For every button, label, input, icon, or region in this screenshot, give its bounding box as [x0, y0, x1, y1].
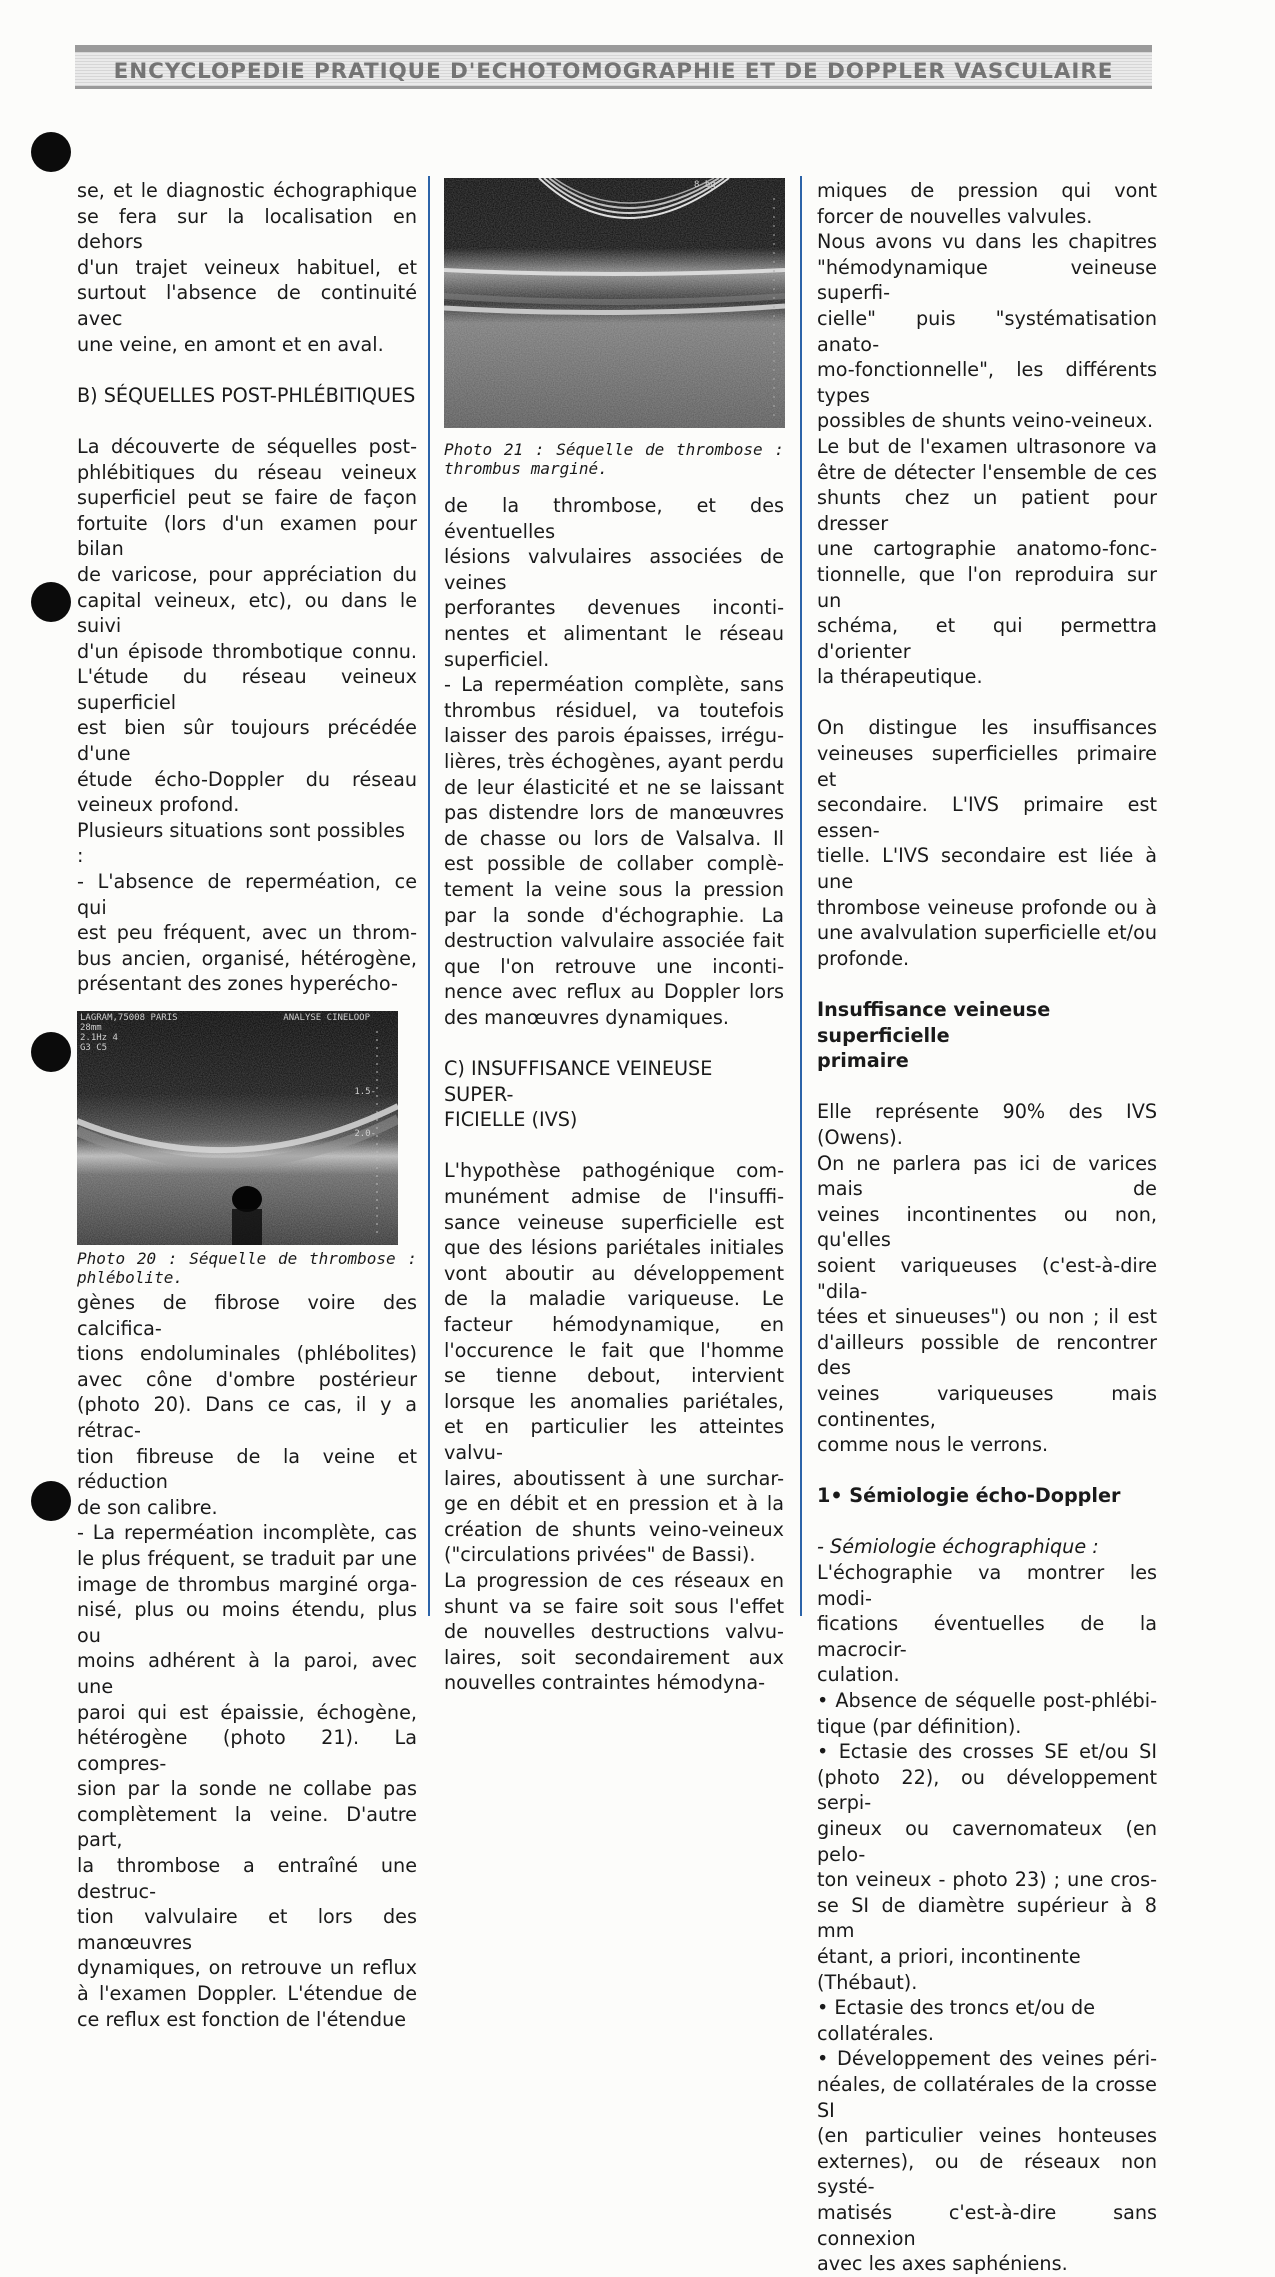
italic-subheading: - Sémiologie échographique :: [817, 1535, 1099, 1559]
text-line: sance veineuse superficielle est: [444, 1210, 784, 1234]
text-line: destruction valvulaire associée fait: [444, 929, 784, 953]
text-line: être de détecter l'ensemble de ces: [817, 460, 1157, 484]
subsection-heading: [817, 997, 1157, 1074]
text-line: étant, a priori, incontinente (Thébaut).: [817, 1944, 1081, 1994]
text-line: lières, très échogènes, ayant perdu: [444, 749, 784, 773]
text-line: une veine, en amont et en aval.: [77, 332, 384, 356]
text-line: laires, soit secondairement aux: [444, 1645, 784, 1669]
text-line: fortuite (lors d'un examen pour bilan: [77, 511, 417, 561]
text-line: est peu fréquent, avec un throm-: [77, 921, 417, 945]
text-line: et en particulier les atteintes valvu-: [444, 1415, 784, 1464]
text-line: shunts chez un patient pour dresser: [817, 486, 1157, 535]
text-line: schéma, et qui permettra d'orienter: [817, 614, 1157, 663]
text-line: nentes et alimentant le réseau: [444, 621, 784, 645]
text-line: laisser des parois épaisses, irrégu-: [444, 724, 784, 748]
text-line: - L'absence de reperméation, ce qui: [77, 870, 417, 919]
text-line: tement la veine sous la pression: [444, 877, 784, 901]
text-line: miques de pression qui vont: [817, 179, 1157, 202]
text-line: On distingue les insuffisances: [817, 716, 1157, 740]
text-line: de chasse ou lors de Valsalva. Il: [444, 826, 784, 850]
text-line: de varicose, pour appréciation du: [77, 562, 417, 586]
text-line: tion fibreuse de la veine et réduction: [77, 1444, 417, 1494]
text-line: la thrombose a entraîné une destruc-: [77, 1854, 417, 1903]
paragraph: [817, 1560, 1157, 1688]
text-line: paroi qui est épaissie, échogène,: [77, 1700, 417, 1724]
text-line: ge en débit et en pression et à la: [444, 1492, 784, 1516]
text-line: moins adhérent à la paroi, avec une: [77, 1649, 417, 1698]
text-line: se, et le diagnostic échographique: [77, 179, 417, 202]
paragraph: [817, 715, 1157, 971]
text-line: cielle" puis "systématisation anato-: [817, 306, 1157, 356]
text-line: phlébitiques du réseau veineux: [77, 460, 417, 484]
text-line: dynamiques, on retrouve un reflux: [77, 1956, 417, 1980]
text-line: néales, de collatérales de la crosse SI: [817, 2072, 1157, 2122]
section-heading-b: B) SÉQUELLES POST-PHLÉBITIQUES: [77, 383, 416, 407]
hud-right-info: ANALYSE CINELOOP: [283, 1013, 370, 1023]
text-line: possibles de shunts veino-veineux.: [817, 409, 1154, 433]
photo-20-ultrasound: [77, 1011, 398, 1245]
text-line: • Développement des veines péri-: [817, 2047, 1157, 2071]
text-line: Nous avons vu dans les chapitres: [817, 230, 1157, 254]
paragraph: [817, 1688, 1157, 1739]
text-line: FICIELLE (IVS): [444, 1108, 578, 1132]
text-line: "hémodynamique veineuse superfi-: [817, 255, 1157, 305]
text-line: surtout l'absence de continuité avec: [77, 281, 417, 330]
text-line: (en particulier veines honteuses: [817, 2124, 1157, 2148]
text-line: • Ectasie des crosses SE et/ou SI: [817, 1740, 1157, 1764]
text-line: de nouvelles destructions valvu-: [444, 1620, 784, 1644]
text-line: (photo 20). Dans ce cas, il y a rétrac-: [77, 1393, 417, 1442]
ultrasound-image: [444, 178, 785, 428]
text-line: la thérapeutique.: [817, 665, 983, 689]
text-line: complètement la veine. D'autre part,: [77, 1802, 417, 1852]
text-line: Le but de l'examen ultrasonore va: [817, 434, 1157, 458]
hud-left-info: LAGRAM,75008 PARIS 28mm 2.1Hz 4 G3 C5: [80, 1013, 178, 1053]
paragraph: [444, 672, 784, 1030]
text-line: des manœuvres dynamiques.: [444, 1005, 729, 1029]
text-line: par la sonde d'échographie. La: [444, 903, 784, 927]
text-line: profonde.: [817, 946, 910, 970]
text-line: culation.: [817, 1663, 900, 1687]
text-line: lorsque les anomalies pariétales,: [444, 1389, 784, 1413]
paragraph: [817, 1995, 1157, 2046]
paragraph: [77, 869, 417, 997]
binder-hole: [31, 1032, 71, 1072]
text-line: On ne parlera pas ici de varices mais de: [817, 1151, 1157, 1201]
text-line: thrombose veineuse profonde ou à: [817, 895, 1157, 919]
text-line: externes), ou de réseaux non systé-: [817, 2149, 1157, 2199]
text-line: (photo 22), ou développement serpi-: [817, 1765, 1157, 1815]
column-right: [817, 178, 1157, 2277]
paragraph: [77, 178, 417, 357]
text-line: ce reflux est fonction de l'étendue: [77, 2007, 407, 2031]
text-line: de la thrombose, et des éventuelles: [444, 494, 784, 543]
running-header: [75, 45, 1152, 89]
text-line: shunt va se faire soit sous l'effet: [444, 1594, 784, 1618]
text-line: d'ailleurs possible de rencontrer des: [817, 1330, 1157, 1380]
text-line: d'un trajet veineux habituel, et: [77, 255, 417, 279]
text-line: fications éventuelles de la macrocir-: [817, 1612, 1157, 1661]
photo-21-ultrasound: [444, 178, 785, 428]
text-line: sion par la sonde ne collabe pas: [77, 1777, 417, 1801]
depth-scale-label: 1.5-: [354, 1087, 376, 1097]
text-line: • Ectasie des troncs et/ou de collatérales.: [817, 1996, 1095, 2045]
text-line: tées et sinueuses") ou non ; il est: [817, 1305, 1157, 1329]
text-line: est bien sûr toujours précédée d'une: [77, 716, 417, 766]
text-line: étude écho-Doppler du réseau: [77, 767, 417, 791]
text-line: tielle. L'IVS secondaire est liée à une: [817, 844, 1157, 894]
caption-photo-21: Photo 21 : Séquelle de thrombose : thrombus marginé.: [444, 440, 784, 478]
text-line: L'hypothèse pathogénique com-: [444, 1159, 784, 1183]
text-line: La progression de ces réseaux en: [444, 1568, 784, 1592]
column-rule: [800, 176, 802, 1616]
text-line: que des lésions pariétales initiales: [444, 1236, 784, 1260]
text-line: veineuses superficielles primaire et: [817, 742, 1157, 791]
column-rule: [428, 176, 430, 1616]
text-line: hétérogène (photo 21). La compres-: [77, 1726, 417, 1775]
caption-photo-20: Photo 20 : Séquelle de thrombose : phlébolite.: [77, 1249, 417, 1287]
text-line: présentant des zones hyperécho-: [77, 972, 398, 996]
column-middle: [444, 178, 784, 1696]
text-line: mo-fonctionnelle", les différents types: [817, 358, 1157, 407]
text-line: tionnelle, que l'on reproduira sur un: [817, 562, 1157, 612]
paragraph: [444, 1568, 784, 1696]
paragraph: [77, 1520, 417, 2032]
paragraph: [817, 434, 1157, 690]
text-line: pas distendre lors de manœuvres: [444, 801, 784, 825]
paragraph: [817, 1099, 1157, 1457]
text-line: La découverte de séquelles post-: [77, 434, 417, 458]
text-line: facteur hémodynamique, en: [444, 1313, 784, 1336]
text-line: nouvelles contraintes hémodyna-: [444, 1671, 766, 1695]
text-line: perforantes devenues inconti-: [444, 596, 784, 620]
text-line: lésions valvulaires associées de veines: [444, 545, 784, 594]
text-line: nence avec reflux au Doppler lors: [444, 980, 784, 1004]
text-line: veines incontinentes ou non, qu'elles: [817, 1202, 1157, 1252]
text-line: L'échographie va montrer les modi-: [817, 1561, 1157, 1610]
paragraph: [77, 1290, 417, 1520]
text-line: primaire: [817, 1049, 909, 1073]
paragraph: [817, 178, 1157, 229]
header-title: ENCYCLOPEDIE PRATIQUE D'ECHOTOMOGRAPHIE ET DE DOPPLER VASCULAIRE: [113, 59, 1114, 84]
text-line: de leur élasticité et ne se laissant: [444, 775, 784, 799]
text-line: vont aboutir au développement: [444, 1261, 784, 1285]
text-line: tique (par définition).: [817, 1714, 1022, 1738]
text-line: capital veineux, etc), ou dans le suivi: [77, 588, 417, 638]
text-line: se tienne debout, intervient: [444, 1364, 784, 1388]
text-line: Insuffisance veineuse superficielle: [817, 998, 1051, 1047]
text-line: se fera sur la localisation en dehors: [77, 204, 417, 254]
text-line: est possible de collaber complè-: [444, 852, 784, 876]
binder-hole: [31, 582, 71, 622]
text-line: veines variqueuses mais continentes,: [817, 1381, 1157, 1431]
text-line: image de thrombus marginé orga-: [77, 1572, 417, 1596]
paragraph: [817, 2046, 1157, 2276]
text-line: Elle représente 90% des IVS (Owens).: [817, 1100, 1157, 1149]
text-line: C) INSUFFISANCE VEINEUSE SUPER-: [444, 1057, 713, 1106]
text-line: de son calibre.: [77, 1495, 218, 1519]
text-line: une cartographie anatomo-fonc-: [817, 537, 1157, 561]
text-line: l'occurence le fait que l'homme: [444, 1338, 784, 1362]
text-line: avec cône d'ombre postérieur: [77, 1367, 417, 1391]
text-line: matisés c'est-à-dire sans connexion: [817, 2200, 1157, 2250]
text-line: le plus fréquent, se traduit par une: [77, 1546, 417, 1570]
section-heading-c: [444, 1056, 784, 1133]
text-line: nisé, plus ou moins étendu, plus ou: [77, 1598, 417, 1647]
text-line: - La reperméation incomplète, cas: [77, 1521, 417, 1545]
text-line: - La reperméation complète, sans: [444, 673, 784, 697]
text-line: de la maladie variqueuse. Le: [444, 1287, 784, 1311]
text-line: ton veineux - photo 23) ; une cros-: [817, 1868, 1157, 1892]
text-line: • Absence de séquelle post-phlébi-: [817, 1689, 1157, 1713]
text-line: Plusieurs situations sont possibles :: [77, 818, 406, 868]
column-left: [77, 178, 417, 2032]
text-line: superficiel.: [444, 647, 550, 671]
text-line: superficiel peut se faire de façon: [77, 486, 417, 510]
text-line: avec les axes saphéniens.: [817, 2252, 1068, 2276]
text-line: que l'on retrouve une inconti-: [444, 954, 784, 978]
text-line: ("circulations privées" de Bassi).: [444, 1543, 756, 1567]
paragraph: [77, 434, 417, 818]
hud-corner-info: 8 bg: [694, 180, 716, 190]
text-line: se SI de diamètre supérieur à 8 mm: [817, 1893, 1157, 1943]
paragraph: [817, 229, 1157, 434]
text-line: veineux profond.: [77, 793, 240, 817]
binder-hole: [31, 132, 71, 172]
text-line: à l'examen Doppler. L'étendue de: [77, 1982, 417, 2006]
numbered-heading: 1• Sémiologie écho-Doppler: [817, 1484, 1121, 1508]
text-line: tions endoluminales (phlébolites): [77, 1342, 417, 1366]
text-line: tion valvulaire et lors des manœuvres: [77, 1905, 417, 1954]
depth-scale-label: 2.0-: [354, 1129, 376, 1139]
text-line: une avalvulation superficielle et/ou: [817, 921, 1157, 945]
text-line: thrombus résiduel, va toutefois: [444, 698, 784, 722]
paragraph: [77, 818, 417, 869]
text-line: d'un épisode thrombotique connu.: [77, 639, 417, 663]
text-line: gènes de fibrose voire des calcifica-: [77, 1291, 417, 1340]
text-line: L'étude du réseau veineux superficiel: [77, 665, 417, 714]
binder-hole: [31, 1481, 71, 1521]
text-line: munément admise de l'insuffi-: [444, 1185, 784, 1209]
text-line: gineux ou cavernomateux (en pelo-: [817, 1817, 1157, 1866]
text-line: forcer de nouvelles valvules.: [817, 204, 1093, 228]
paragraph: [444, 493, 784, 672]
text-line: bus ancien, organisé, hétérogène,: [77, 946, 417, 970]
text-line: création de shunts veino-veineux: [444, 1517, 784, 1541]
paragraph: [817, 1739, 1157, 1995]
text-line: comme nous le verrons.: [817, 1433, 1049, 1457]
text-line: soient variqueuses (c'est-à-dire "dila-: [817, 1253, 1157, 1303]
text-line: laires, aboutissent à une surchar-: [444, 1466, 784, 1490]
text-line: secondaire. L'IVS primaire est essen-: [817, 793, 1157, 842]
paragraph: [444, 1158, 784, 1568]
